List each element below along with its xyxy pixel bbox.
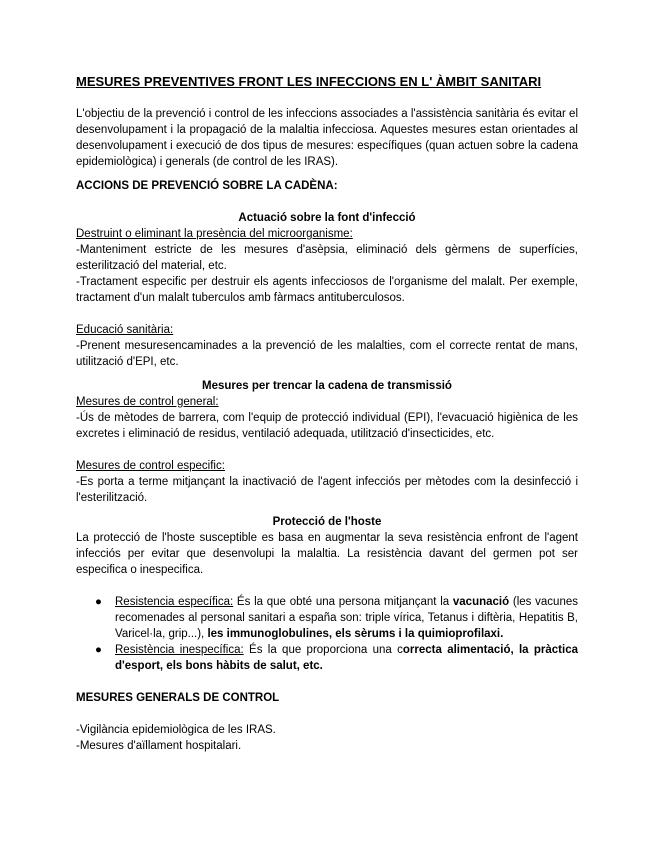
intro-paragraph: L'objectiu de la prevenció i control de les infeccions associades a l'assistència sanitària és evitar el desenvolupament i la propagació de la malaltia infecciosa. Aquestes mesures estan orientades al desenvolupament i execució de dos tipus de mesures: específiques (quan actuen sobre la cadena epidemiològica) i generals (de control de les IRAS). [76,108,578,168]
text-specific-treatment: -Tractament especific per destruir els agents infecciosos de l'organisme del malalt. Per exemple, tractament d'un malalt tuberculos amb fàrmacs antituberculosos. [76,276,578,304]
subheading-host-protection: Protecció de l'hoste [272,516,382,528]
label-destroying-microorganism: Destruint o eliminant la presència del microorganisme: [76,228,353,240]
text-hospital-isolation: -Mesures d'aïllament hospitalari. [76,740,242,752]
label-health-education: Educació sanitària: [76,324,174,336]
bullet-icon: ● [95,644,102,656]
text-vaccination: vacunació [452,596,510,608]
subheading-break-chain: Mesures per trencar la cadena de transmissió [202,380,452,392]
label-nonspecific-resistance: Resistència inespecífica: [115,644,244,656]
text-specific-control: -Es porta a terme mitjançant la inactivació de l'agent infecciós per mètodes com la desinfecció i l'esterilització. [76,476,578,504]
text-nonspecific-resistance: És la que proporciona una c [243,644,403,656]
text-nutrition-habits: orrecta alimentació, la pràctica d'esport, els bons hàbits de salut, etc. [115,644,579,672]
document-content [76,74,578,754]
text-health-education: -Prenent mesuresencaminades a la prevenció de les malalties, com el correcte rentat de mans, utilització d'EPI, etc. [76,340,578,368]
label-general-control: Mesures de control general: [76,396,219,408]
resistance-list [76,594,578,674]
subheading-source-of-infection: Actuació sobre la font d'infecció [238,212,416,224]
text-immunoglobulins: les immunoglobulines, els sèrums i la quimioprofilaxi. [207,628,504,640]
text-general-control: -Ús de mètodes de barrera, com l'equip de protecció individual (EPI), l'evacuació higiènica de les excretes i eliminació de residus, ventilació adequada, utilització d'insecticides, etc. [76,412,578,440]
section-heading-general-control: MESURES GENERALS DE CONTROL [76,692,280,704]
list-item [95,642,579,674]
text-specific-resistance-1: És la que obté una persona mitjançant la [233,596,453,608]
text-host-protection: La protecció de l'hoste susceptible es basa en augmentar la seva resistència enfront de l'agent infecciós per evitar que desenvolupi la malaltia. La resistència davant del germen pot ser especifica o inespecifica. [76,532,578,576]
text-asepsis: -Manteniment estricte de les mesures d'asèpsia, eliminació dels gèrmens de superfícies, esterilització del material, etc. [76,244,578,272]
label-specific-control: Mesures de control especific: [76,460,225,472]
section-heading-chain: ACCIONS DE PREVENCIÓ SOBRE LA CADÈNA: [76,180,338,192]
label-specific-resistance: Resistencia específica: [115,596,234,608]
list-item [95,594,578,642]
text-specific-resistance-2: (les vacunes recomenades al personal sanitari a españa son: triple vírica, Tetanus i diftèria, Hepatitis B, Varicel·la, grip...), [115,596,578,640]
text-epidemiological-surveillance: -Vigilància epidemiològica de les IRAS. [76,724,276,736]
bullet-icon: ● [95,596,102,608]
document-title: MESURES PREVENTIVES FRONT LES INFECCIONS EN L' ÀMBIT SANITARI [76,74,542,89]
